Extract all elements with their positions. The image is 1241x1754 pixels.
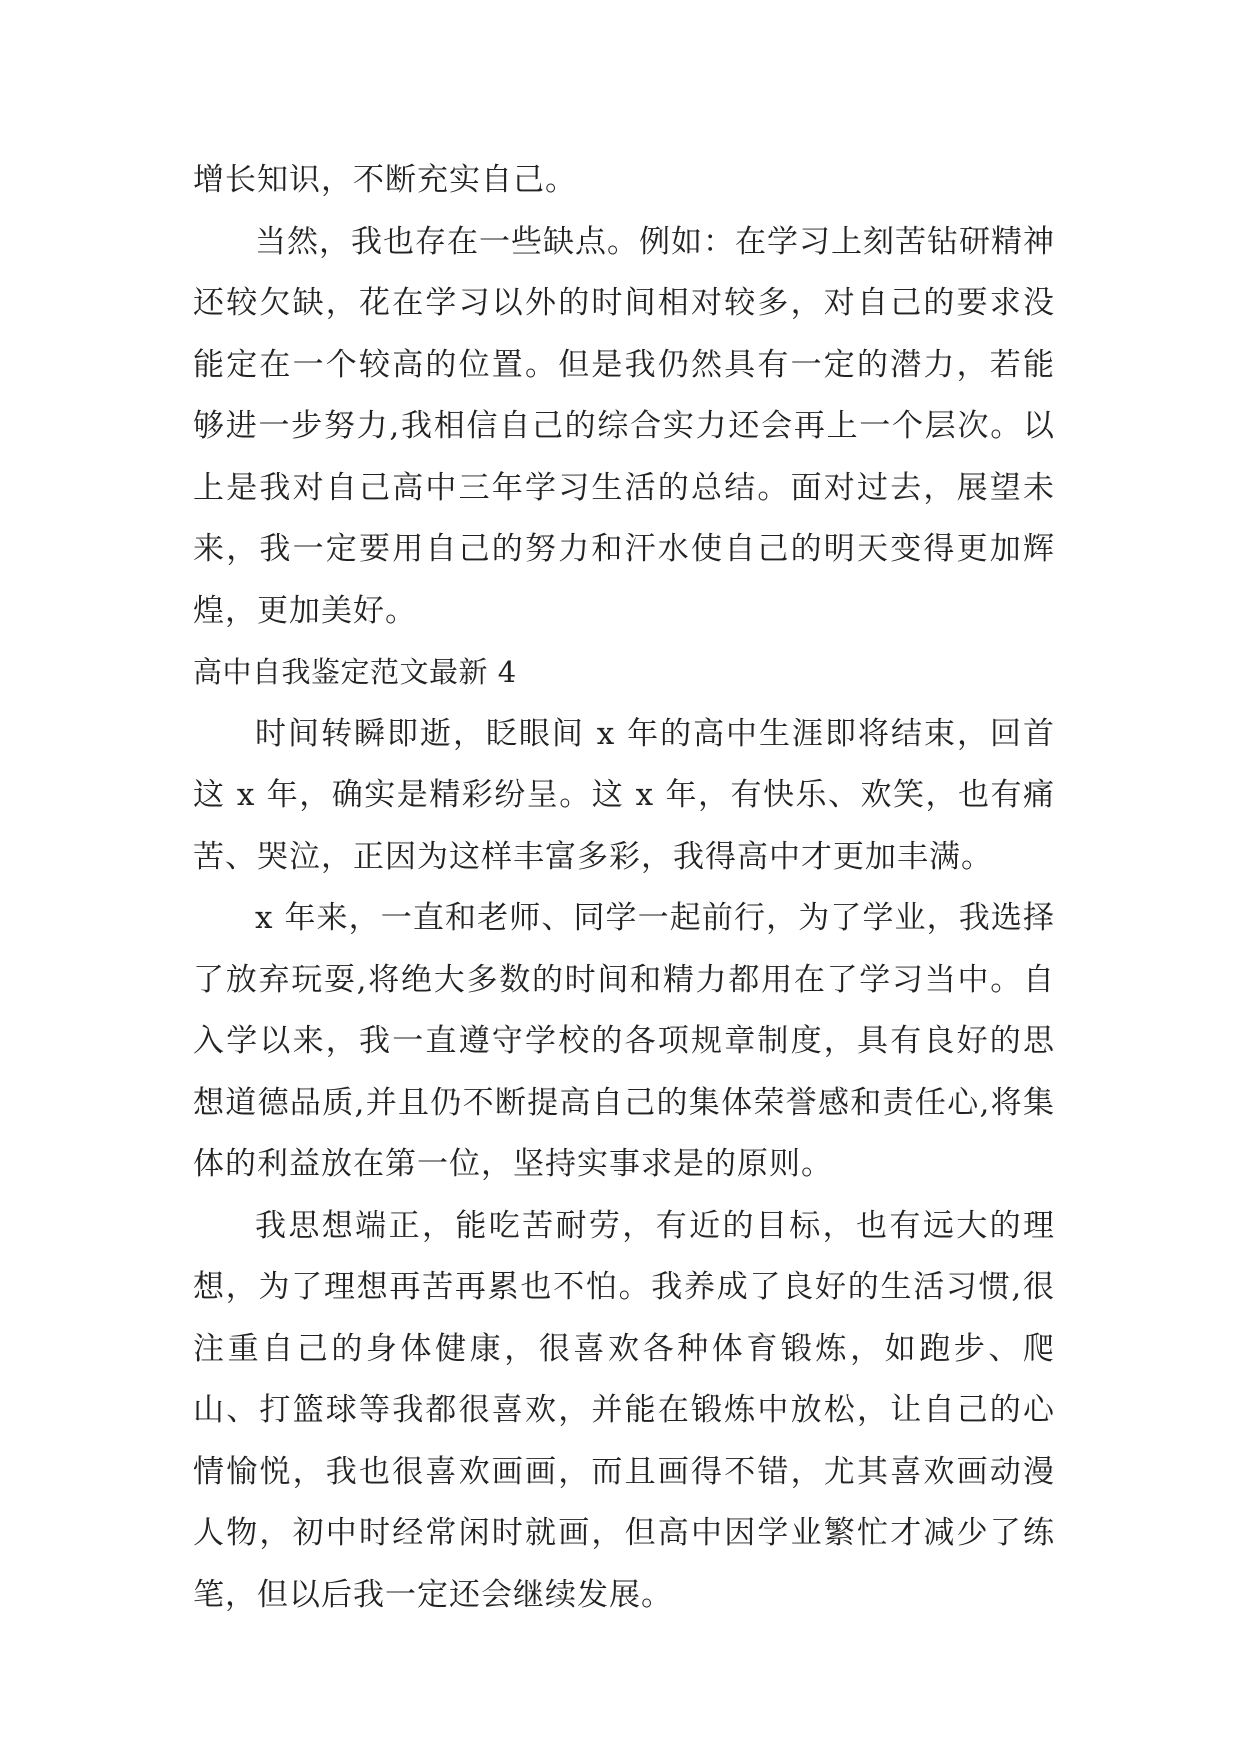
paragraph-study: x 年来，一直和老师、同学一起前行，为了学业，我选择了放弃玩耍,将绝大多数的时间和精力都用在了学习当中。自入学以来，我一直遵守学校的各项规章制度，具有良好的思想道德品质,并且仍不断提高自己的集体荣誉感和责任心,将集体的利益放在第一位，坚持实事求是的原则。	[193, 900, 1055, 1182]
section-heading: 高中自我鉴定范文最新 4	[193, 655, 517, 689]
paragraph-continuation: 增长知识，不断充实自己。	[193, 162, 577, 198]
paragraph-intro: 时间转瞬即逝，眨眼间 x 年的高中生涯即将结束，回首这 x 年，确实是精彩纷呈。这 x 年，有快乐、欢笑，也有痛苦、哭泣，正因为这样丰富多彩，我得高中才更加丰满。	[193, 715, 1055, 875]
document-page	[193, 150, 1055, 1626]
paragraph-character: 我思想端正，能吃苦耐劳，有近的目标，也有远大的理想，为了理想再苦再累也不怕。我养成了良好的生活习惯,很注重自己的身体健康，很喜欢各种体育锻炼，如跑步、爬山、打篮球等我都很喜欢，并能在锻炼中放松，让自己的心情愉悦，我也很喜欢画画，而且画得不错，尤其喜欢画动漫人物，初中时经常闲时就画，但高中因学业繁忙才减少了练笔，但以后我一定还会继续发展。	[193, 1207, 1055, 1613]
paragraph-shortcomings: 当然，我也存在一些缺点。例如：在学习上刻苦钻研精神还较欠缺，花在学习以外的时间相对较多，对自己的要求没能定在一个较高的位置。但是我仍然具有一定的潜力，若能够进一步努力,我相信自己的综合实力还会再上一个层次。以上是我对自己高中三年学习生活的总结。面对过去，展望未来，我一定要用自己的努力和汗水使自己的明天变得更加辉煌，更加美好。	[193, 223, 1055, 629]
